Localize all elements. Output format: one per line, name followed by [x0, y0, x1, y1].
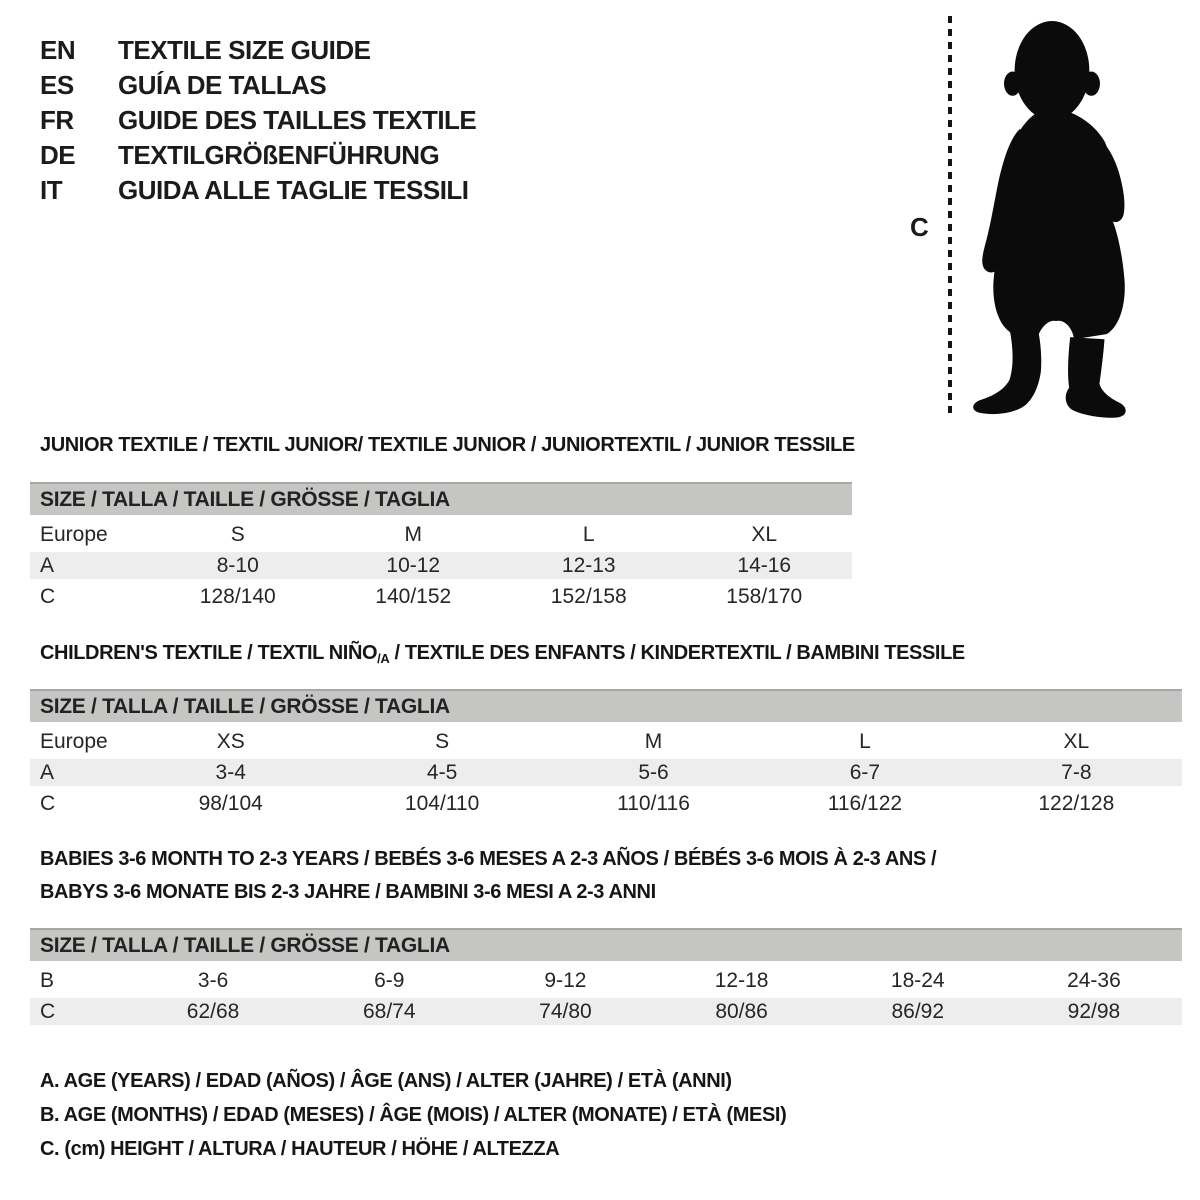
size-header-bar: SIZE / TALLA / TAILLE / GRÖSSE / TAGLIA: [30, 482, 852, 515]
language-code: ES: [40, 70, 74, 100]
language-code: DE: [40, 140, 76, 170]
table-cell: 122/128: [1038, 791, 1115, 815]
language-code: IT: [40, 175, 63, 205]
row-label: A: [40, 760, 55, 784]
table-cell: 5-6: [638, 760, 669, 784]
table-cell: 6-9: [374, 968, 405, 992]
table-row-age: [30, 550, 852, 581]
language-title: GUIDA ALLE TAGLIE TESSILI: [118, 175, 469, 205]
size-header-bar: SIZE / TALLA / TAILLE / GRÖSSE / TAGLIA: [30, 689, 1182, 722]
table-cell: M: [644, 729, 663, 753]
junior-size-table: [30, 482, 852, 612]
language-title: GUIDE DES TAILLES TEXTILE: [118, 105, 477, 135]
row-label: C: [40, 999, 56, 1023]
table-cell: XL: [751, 522, 778, 546]
table-cell: XS: [216, 729, 245, 753]
table-cell: L: [582, 522, 595, 546]
table-cell: 110/116: [617, 791, 690, 815]
table-cell: 8-10: [216, 553, 259, 577]
table-cell: 6-7: [849, 760, 881, 784]
language-row-it: [40, 175, 476, 210]
table-cell: 158/170: [726, 584, 803, 608]
table-cell: M: [404, 522, 422, 546]
table-row-height: [30, 788, 1182, 819]
table-cell: 10-12: [386, 553, 441, 577]
babies-size-table: [30, 928, 1182, 1027]
section-title-babies-line2: BABYS 3-6 MONATE BIS 2-3 JAHRE / BAMBINI 3-6 MESI A 2-3 ANNI: [40, 881, 656, 903]
language-row-fr: [40, 105, 476, 140]
row-label: B: [40, 968, 55, 992]
table-cell: 140/152: [375, 584, 452, 608]
table-cell: 92/98: [1067, 999, 1121, 1023]
legend-age-months: B. AGE (MONTHS) / EDAD (MESES) / ÂGE (MOIS) / ALTER (MONATE) / ETÀ (MESI): [40, 1104, 787, 1126]
title-text: / TEXTILE DES ENFANTS / KINDERTEXTIL / BAMBINI TESSILE: [389, 642, 965, 664]
language-title: TEXTILE SIZE GUIDE: [118, 35, 371, 65]
section-title-babies-line1: BABIES 3-6 MONTH TO 2-3 YEARS / BEBÉS 3-6 MESES A 2-3 AÑOS / BÉBÉS 3-6 MOIS À 2-3 ANS /: [40, 848, 937, 870]
table-cell: 12-18: [714, 968, 769, 992]
table-cell: 18-24: [890, 968, 945, 992]
table-cell: 80/86: [715, 999, 768, 1023]
language-row-en: [40, 35, 476, 70]
language-row-de: [40, 140, 476, 175]
legend-height-cm: C. (cm) HEIGHT / ALTURA / HAUTEUR / HÖHE / ALTEZZA: [40, 1138, 560, 1160]
table-cell: 62/68: [186, 999, 240, 1023]
table-cell: 152/158: [550, 584, 627, 608]
language-header: [40, 35, 476, 210]
table-cell: 68/74: [362, 999, 416, 1023]
table-cell: 116/122: [827, 791, 903, 815]
table-cell: 7-8: [1061, 760, 1092, 784]
table-cell: 128/140: [199, 584, 276, 608]
table-row-height: [30, 996, 1182, 1027]
title-subscript: /A: [377, 651, 390, 666]
height-measure-dashed-line: [948, 16, 952, 418]
toddler-silhouette-icon: [963, 16, 1145, 420]
row-label: A: [40, 553, 55, 577]
table-cell: 14-16: [737, 553, 792, 577]
table-cell: 86/92: [891, 999, 945, 1023]
row-label: Europe: [40, 729, 108, 753]
table-cell: 9-12: [544, 968, 587, 992]
table-cell: 3-6: [197, 968, 229, 992]
table-cell: S: [230, 522, 245, 546]
title-text: CHILDREN'S TEXTILE / TEXTIL NIÑO: [40, 642, 378, 664]
table-row-age: [30, 757, 1182, 788]
table-cell: S: [435, 729, 450, 753]
table-cell: L: [859, 729, 871, 753]
section-title-junior: JUNIOR TEXTILE / TEXTIL JUNIOR/ TEXTILE JUNIOR / JUNIORTEXTIL / JUNIOR TESSILE: [40, 434, 855, 456]
legend-age-years: A. AGE (YEARS) / EDAD (AÑOS) / ÂGE (ANS) / ALTER (JAHRE) / ETÀ (ANNI): [40, 1070, 732, 1092]
row-label: C: [40, 584, 56, 608]
table-cell: XL: [1063, 729, 1090, 753]
size-header-bar: SIZE / TALLA / TAILLE / GRÖSSE / TAGLIA: [30, 928, 1182, 961]
table-row-sizes: [30, 519, 852, 550]
language-code: FR: [40, 105, 74, 135]
height-measure-label: C: [910, 212, 929, 242]
table-row-height: [30, 581, 852, 612]
table-row-age-months: [30, 965, 1182, 996]
table-cell: 12-13: [561, 553, 616, 577]
language-title: GUÍA DE TALLAS: [118, 70, 327, 100]
section-title-children: [40, 642, 965, 666]
table-cell: 4-5: [426, 760, 458, 784]
language-row-es: [40, 70, 476, 105]
row-label: C: [40, 791, 56, 815]
row-label: Europe: [40, 522, 108, 546]
table-cell: 98/104: [198, 791, 263, 815]
language-code: EN: [40, 35, 76, 65]
language-title: TEXTILGRÖßENFÜHRUNG: [118, 140, 440, 170]
table-row-sizes: [30, 726, 1182, 757]
children-size-table: [30, 689, 1182, 819]
table-cell: 3-4: [215, 760, 246, 784]
table-cell: 24-36: [1067, 968, 1121, 992]
table-cell: 74/80: [539, 999, 592, 1023]
table-cell: 104/110: [404, 791, 480, 815]
